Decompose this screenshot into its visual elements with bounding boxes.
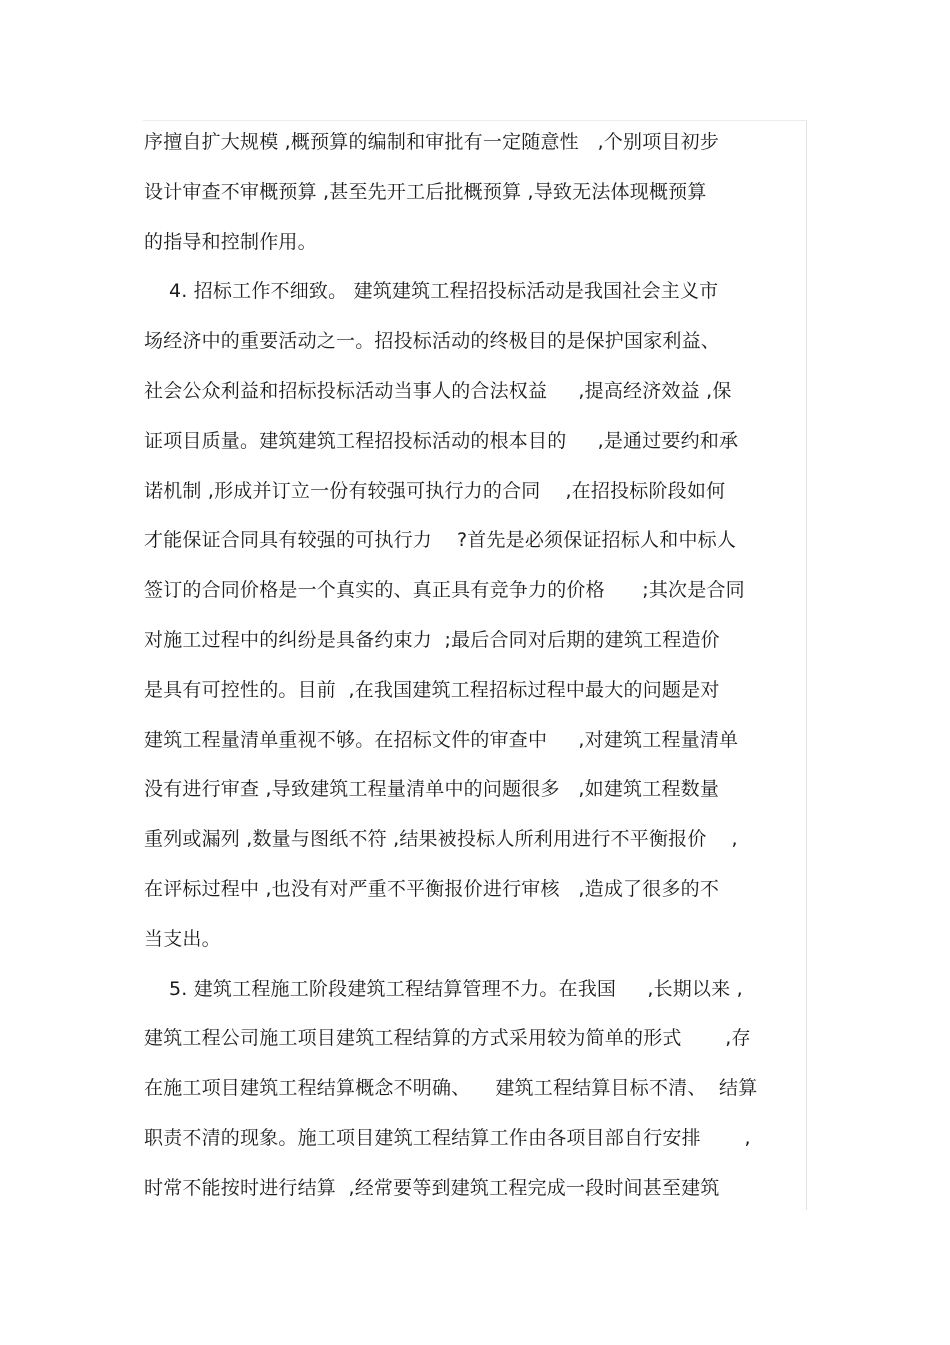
text-line: 签订的合同价格是一个真实的、真正具有竞争力的价格 ;其次是合同 xyxy=(144,579,745,602)
text-line: 时常不能按时进行结算 ,经常要等到建筑工程完成一段时间甚至建筑 xyxy=(144,1176,720,1199)
text-line: 社会公众利益和招标投标活动当事人的合法权益 ,提高经济效益 ,保 xyxy=(144,379,732,402)
text-line: 的指导和控制作用。 xyxy=(144,230,317,253)
text-line: 序擅自扩大规模 ,概预算的编制和审批有一定随意性 ,个别项目初步 xyxy=(144,131,720,153)
text-line: 职责不清的现象。施工项目建筑工程结算工作由各项目部自行安排 , xyxy=(144,1126,751,1149)
document-body xyxy=(144,118,808,1214)
text-line: 设计审查不审概预算 ,甚至先开工后批概预算 ,导致无法体现概预算 xyxy=(144,180,707,203)
text-line: 建筑工程量清单重视不够。在招标文件的审查中 ,对建筑工程量清单 xyxy=(144,728,739,751)
text-line: 建筑工程公司施工项目建筑工程结算的方式采用较为简单的形式 ,存 xyxy=(144,1027,751,1050)
text-line: 证项目质量。建筑建筑工程招投标活动的根本目的 ,是通过要约和承 xyxy=(144,429,739,452)
paragraph-5-start: 5. 建筑工程施工阶段建筑工程结算管理不力。在我国 ,长期以来 , xyxy=(144,977,743,1000)
text-line: 在评标过程中 ,也没有对严重不平衡报价进行审核 ,造成了很多的不 xyxy=(144,877,720,900)
text-line: 当支出。 xyxy=(144,927,221,950)
text-line: 才能保证合同具有较强的可执行力 ?首先是必须保证招标人和中标人 xyxy=(144,529,737,552)
text-line: 没有进行审查 ,导致建筑工程量清单中的问题很多 ,如建筑工程数量 xyxy=(144,778,720,801)
text-line: 重列或漏列 ,数量与图纸不符 ,结果被投标人所利用进行不平衡报价 , xyxy=(144,828,738,851)
text-line: 是具有可控性的。目前 ,在我国建筑工程招标过程中最大的问题是对 xyxy=(144,678,720,701)
text-line: 在施工项目建筑工程结算概念不明确、 建筑工程结算目标不清、 结算 xyxy=(144,1077,758,1100)
text-line: 场经济中的重要活动之一。招投标活动的终极目的是保护国家利益、 xyxy=(144,330,721,353)
text-line: 诺机制 ,形成并订立一份有较强可执行力的合同 ,在招投标阶段如何 xyxy=(144,479,726,502)
text-line: 对施工过程中的纠纷是具备约束力 ;最后合同对后期的建筑工程造价 xyxy=(144,628,720,651)
paragraph-4-start: 4. 招标工作不细致。 建筑建筑工程招投标活动是我国社会主义市 xyxy=(144,280,719,303)
